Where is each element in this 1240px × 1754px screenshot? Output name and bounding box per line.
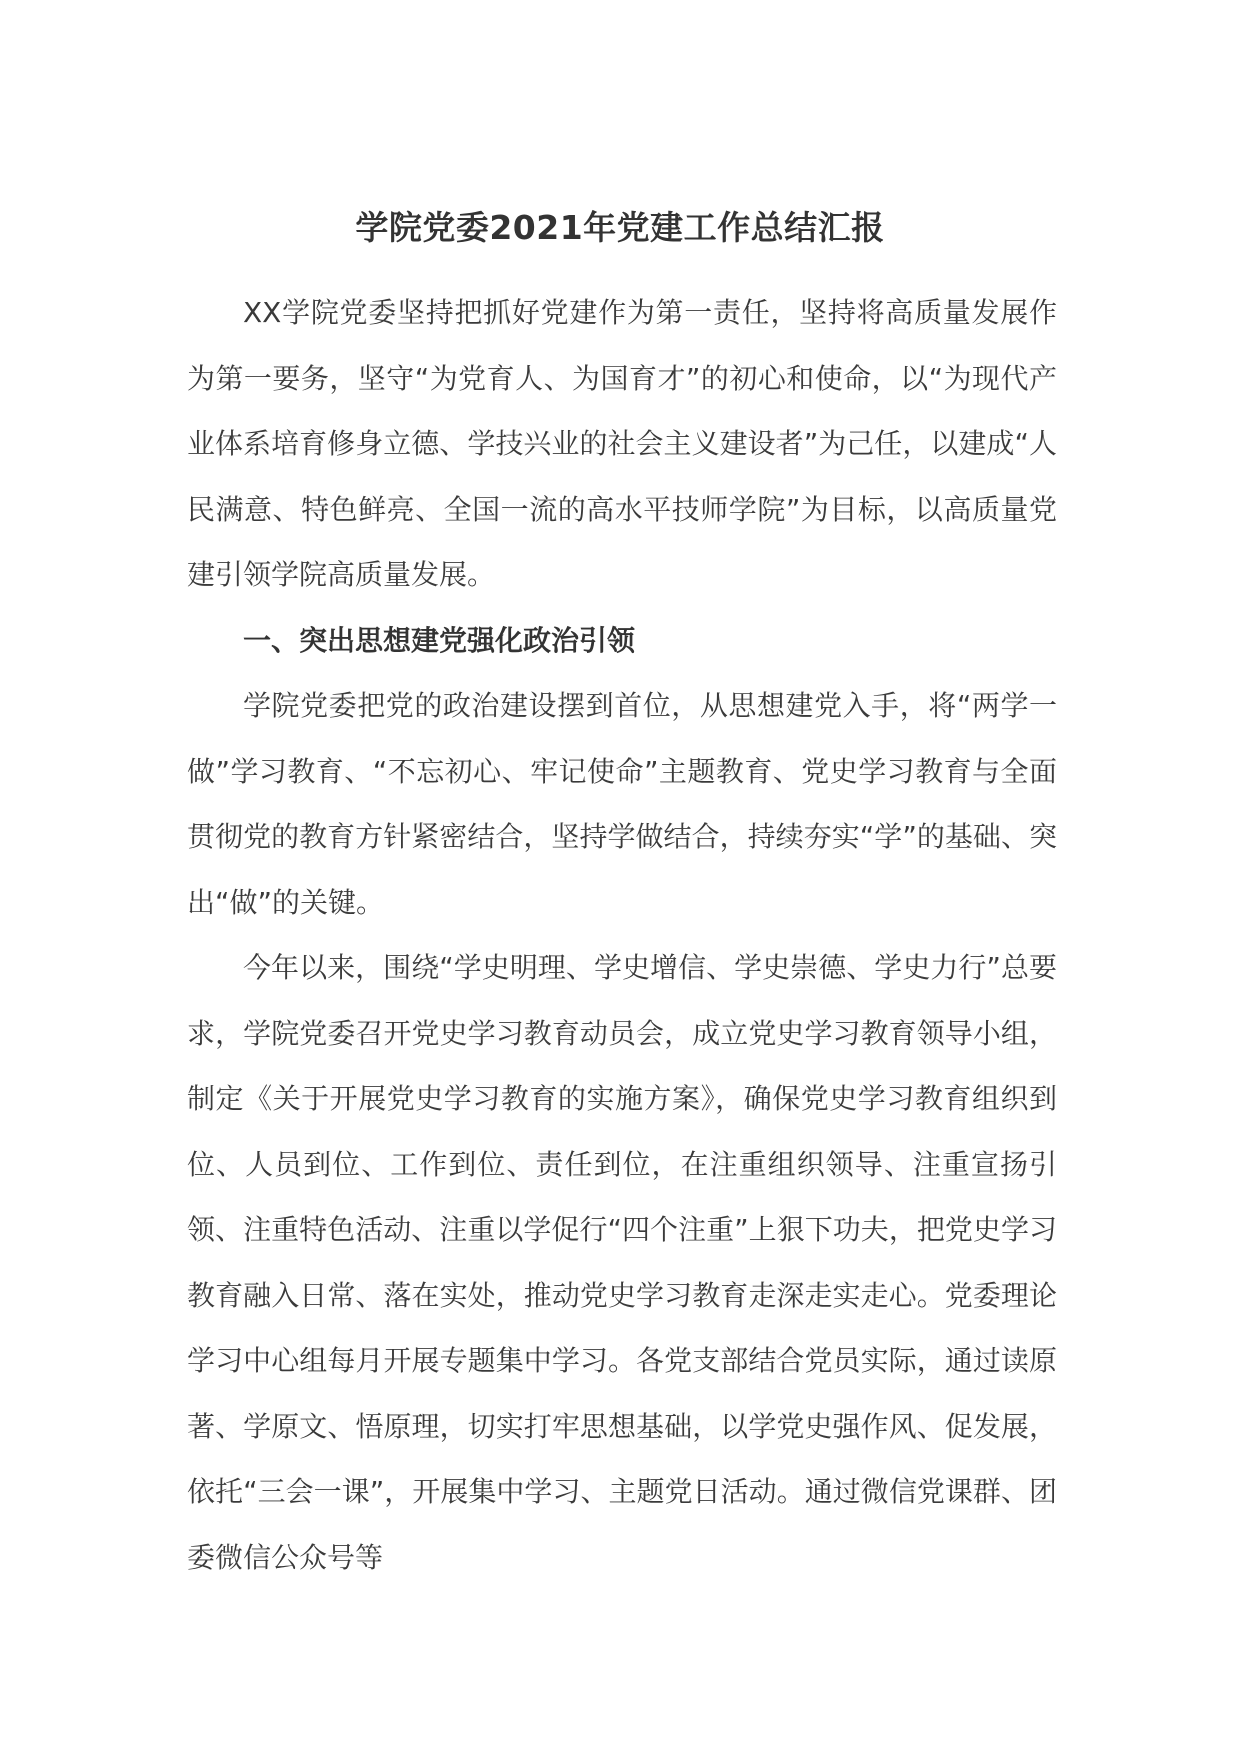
body-paragraph-2: 今年以来，围绕“学史明理、学史增信、学史崇德、学史力行”总要求，学院党委召开党史学习教育动员会，成立党史学习教育领导小组，制定《关于开展党史学习教育的实施方案》，确保党史学习教育组织到位、人员到位、工作到位、责任到位，在注重组织领导、注重宣扬引领、注重特色活动、注重以学促行“四个注重”上狠下功夫，把党史学习教育融入日常、落在实处，推动党史学习教育走深走实走心。党委理论学习中心组每月开展专题集中学习。各党支部结合党员实际，通过读原著、学原文、悟原理，切实打牢思想基础，以学党史强作风、促发展，依托“三会一课”，开展集中学习、主题党日活动。通过微信党课群、团委微信公众号等 — [187, 951, 1057, 1574]
document-body — [187, 280, 1057, 1590]
intro-paragraph: XX学院党委坚持把抓好党建作为第一责任，坚持将高质量发展作为第一要务，坚守“为党育人、为国育才”的初心和使命，以“为现代产业体系培育修身立德、学技兴业的社会主义建设者”为己任，以建成“人民满意、特色鲜亮、全国一流的高水平技师学院”为目标，以高质量党建引领学院高质量发展。 — [187, 296, 1057, 591]
body-paragraph-1: 学院党委把党的政治建设摆到首位，从思想建党入手，将“两学一做”学习教育、“不忘初心、牢记使命”主题教育、党史学习教育与全面贯彻党的教育方针紧密结合，坚持学做结合，持续夯实“学”的基础、突出“做”的关键。 — [187, 689, 1057, 919]
document-title: 学院党委2021年党建工作总结汇报 — [355, 208, 885, 247]
section-heading: 一、突出思想建党强化政治引领 — [243, 623, 636, 657]
